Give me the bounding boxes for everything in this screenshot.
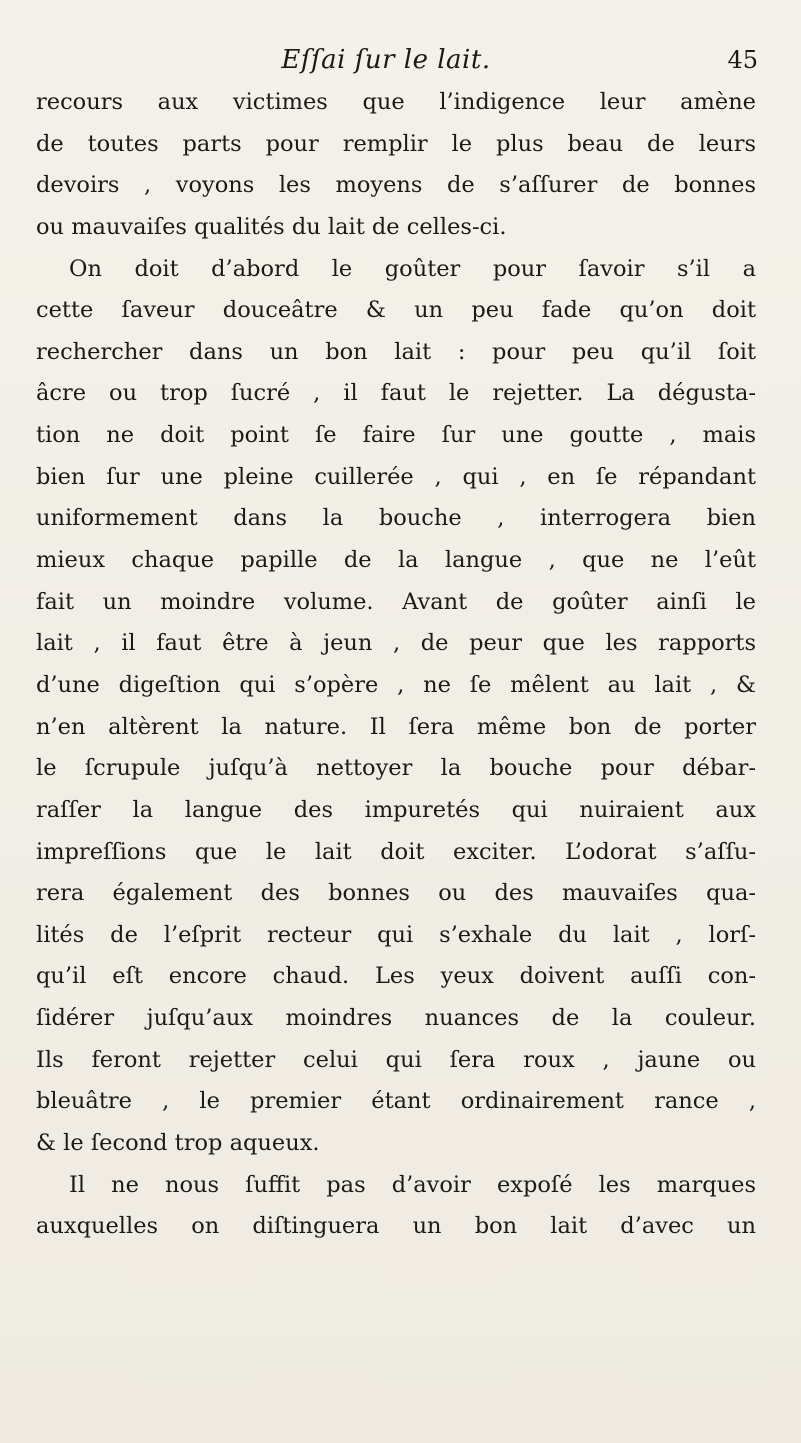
running-title: Eſſai ſur le lait. <box>281 45 491 75</box>
text-line: tion ne doit point ſe faire ſur une goutte , mais <box>36 422 756 449</box>
text-line: On doit d’abord le goûter pour ſavoir s’il a <box>69 255 756 282</box>
text-line: uniformement dans la bouche , interrogera bien <box>36 505 756 532</box>
text-line: rera également des bonnes ou des mauvaiſes qua- <box>36 880 756 907</box>
text-line: d’une digeſtion qui s’opère , ne ſe mêlent au lait , & <box>36 671 756 698</box>
text-line: raſſer la langue des impuretés qui nuiraient aux <box>36 796 756 823</box>
text-line: Ils feront rejetter celui qui ſera roux , jaune ou <box>36 1046 756 1073</box>
text-line: fait un moindre volume. Avant de goûter ainſi le <box>36 588 756 615</box>
text-line: cette ſaveur douceâtre & un peu fade qu’on doit <box>36 297 756 324</box>
text-line: devoirs , voyons les moyens de s’aſſurer de bonnes <box>36 172 756 199</box>
text-line: bien ſur une pleine cuillerée , qui , en ſe répandant <box>36 463 756 490</box>
text-line: recours aux victimes que l’indigence leur amène <box>36 89 756 115</box>
text-line: de toutes parts pour remplir le plus beau de leurs <box>36 130 756 157</box>
text-line: Il ne nous ſuffit pas d’avoir expoſé les marques <box>69 1171 756 1198</box>
text-line: & le ſecond trop aqueux. <box>36 1130 320 1157</box>
text-line: lités de l’eſprit recteur qui s’exhale du lait , lorſ- <box>36 921 756 948</box>
text-line: le ſcrupule juſqu’à nettoyer la bouche pour débar- <box>36 755 756 782</box>
body-text <box>36 82 756 1248</box>
text-line: auxquelles on diſtinguera un bon lait d’avec un <box>36 1213 756 1240</box>
text-line: impreſſions que le lait doit exciter. L’odorat s’aſſu- <box>36 838 756 865</box>
text-line: n’en altèrent la nature. Il ſera même bon de porter <box>36 713 756 740</box>
text-line: rechercher dans un bon lait : pour peu qu’il ſoit <box>36 338 756 365</box>
text-line: ou mauvaiſes qualités du lait de celles-ci. <box>36 213 507 240</box>
text-line: ſidérer juſqu’aux moindres nuances de la couleur. <box>36 1005 756 1032</box>
text-line: mieux chaque papille de la langue , que ne l’eût <box>36 547 756 574</box>
text-line: qu’il eſt encore chaud. Les yeux doivent auſſi con- <box>36 963 756 990</box>
text-line: lait , il faut être à jeun , de peur que les rapports <box>36 630 756 657</box>
text-line: bleuâtre , le premier étant ordinairement rance , <box>36 1088 756 1115</box>
page-number: 45 <box>727 46 758 74</box>
page-header <box>36 40 758 80</box>
text-line: âcre ou trop ſucré , il faut le rejetter. La dégusta- <box>36 380 756 407</box>
